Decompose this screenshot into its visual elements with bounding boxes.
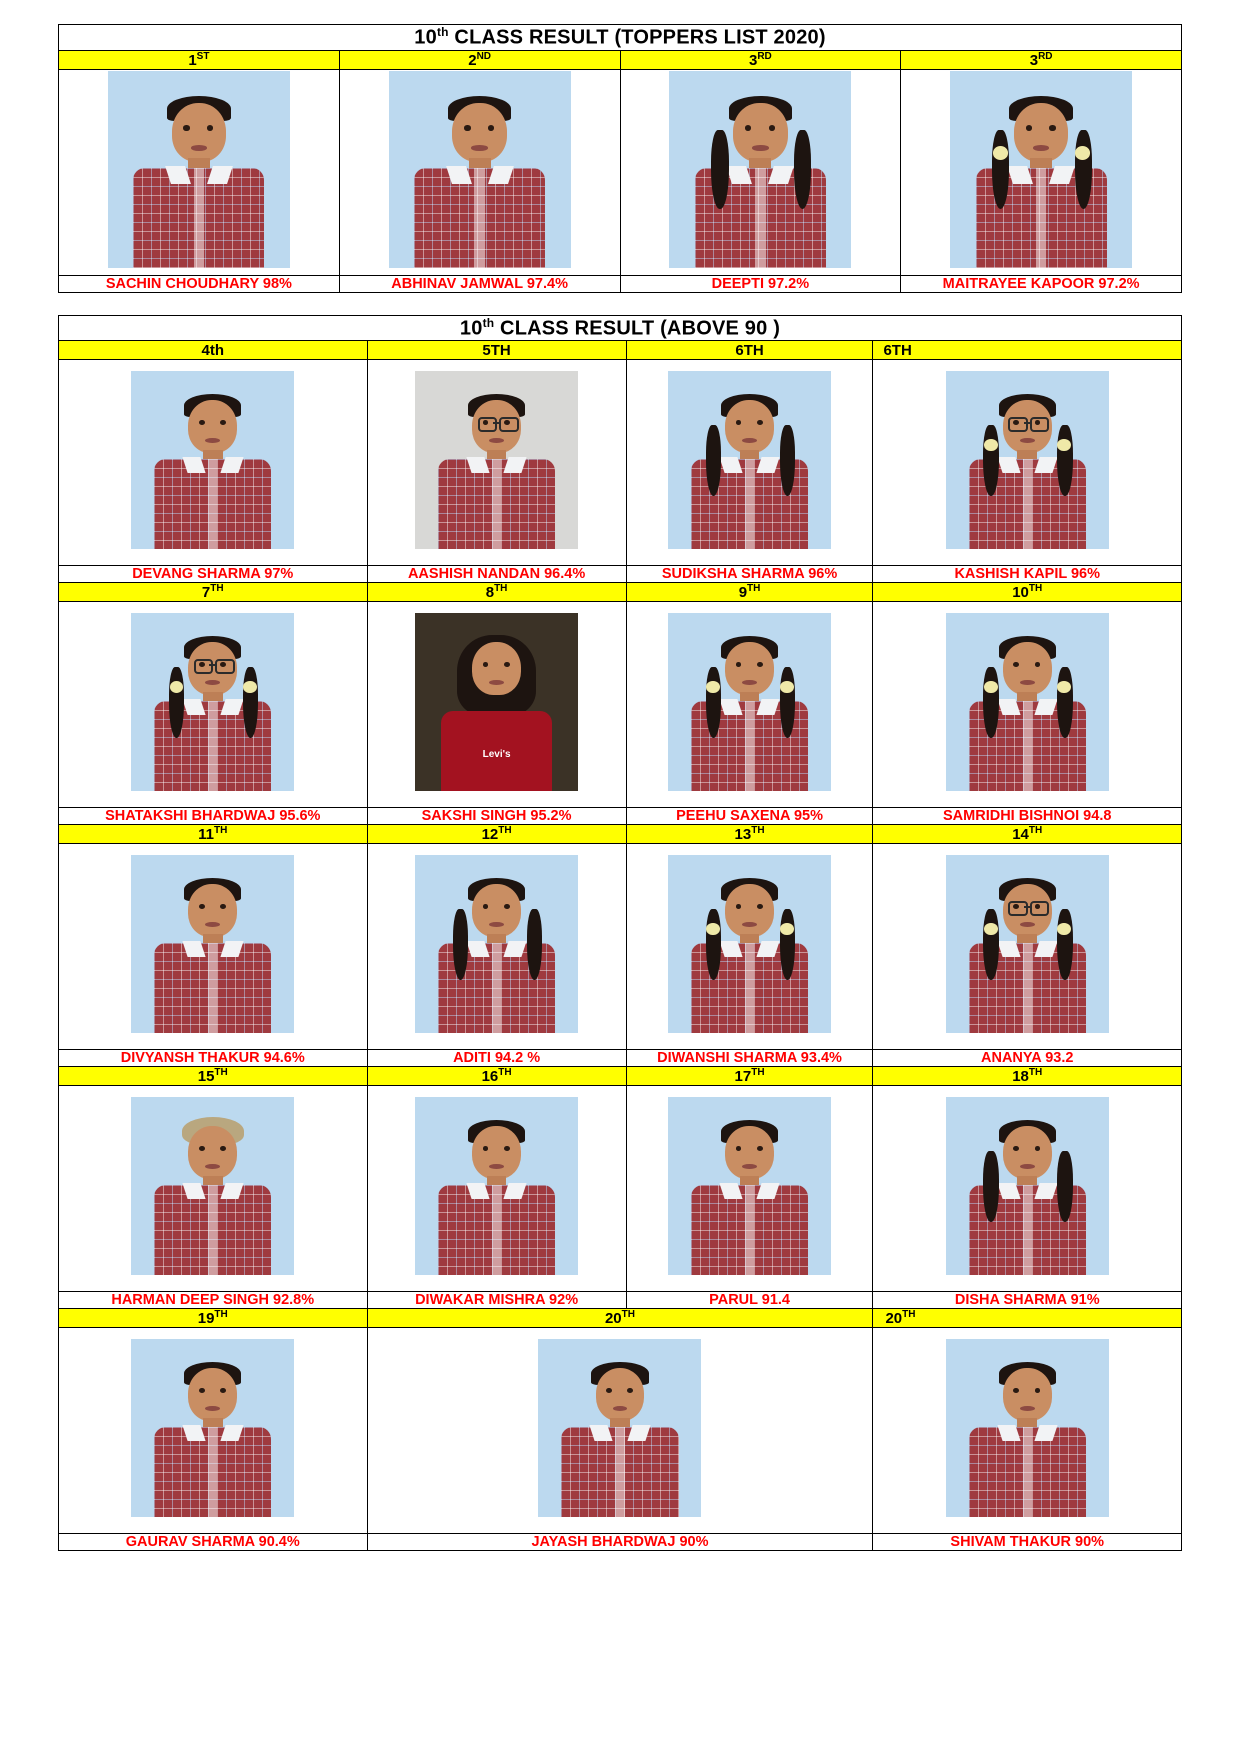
student-name: SHIVAM THAKUR 90% — [873, 1534, 1182, 1551]
rank-label — [339, 50, 620, 69]
rank-label — [367, 1067, 626, 1086]
rank-suffix: TH — [1028, 825, 1043, 837]
photo-row — [59, 1086, 1182, 1292]
student-photo — [668, 371, 831, 549]
student-photo-cell — [873, 602, 1182, 808]
student-photo — [946, 371, 1109, 549]
student-photo-cell — [873, 1328, 1182, 1534]
student-name: DIVYANSH THAKUR 94.6% — [59, 1050, 368, 1067]
rank-number: 8 — [485, 584, 495, 602]
rank-number: 13 — [734, 826, 752, 844]
rank-row — [59, 583, 1182, 602]
student-name: PEEHU SAXENA 95% — [626, 808, 873, 825]
rank-suffix: RD — [757, 50, 772, 62]
rank-suffix: TH — [621, 1309, 635, 1321]
student-name: DIWANSHI SHARMA 93.4% — [626, 1050, 873, 1067]
student-photo: Levi's — [415, 613, 578, 791]
student-photo — [669, 71, 851, 268]
rank-suffix: ST — [196, 50, 210, 62]
student-name: SACHIN CHOUDHARY 98% — [59, 275, 340, 292]
student-photo-cell — [367, 602, 626, 808]
student-name: ABHINAV JAMWAL 97.4% — [339, 275, 620, 292]
student-photo — [946, 613, 1109, 791]
section2-title-post: CLASS RESULT (ABOVE 90 ) — [494, 317, 781, 340]
student-name: MAITRAYEE KAPOOR 97.2% — [901, 275, 1182, 292]
rank-number: 3 — [1029, 51, 1039, 69]
rank-number: 2 — [468, 51, 477, 69]
rank-row — [59, 341, 1182, 360]
rank-number: 6TH — [735, 342, 764, 360]
student-photo — [415, 371, 578, 549]
section1-title-post: CLASS RESULT (TOPPERS LIST 2020) — [448, 26, 826, 49]
section2-title-pre: 10 — [459, 317, 483, 340]
rank-suffix: ND — [476, 50, 492, 62]
student-name: SUDIKSHA SHARMA 96% — [626, 566, 873, 583]
section-gap — [58, 293, 1182, 315]
student-photo — [389, 71, 571, 268]
student-photo-cell — [626, 844, 873, 1050]
student-photo — [131, 855, 294, 1033]
section1-title-sup: th — [436, 25, 449, 39]
rank-label — [873, 583, 1182, 602]
section1-title — [59, 25, 1182, 51]
student-name: SAKSHI SINGH 95.2% — [367, 808, 626, 825]
rank-number: 9 — [738, 584, 748, 602]
rank-row — [59, 1067, 1182, 1086]
student-photo-cell — [873, 360, 1182, 566]
student-photo — [131, 1097, 294, 1275]
rank-suffix: TH — [751, 1067, 765, 1079]
name-row — [59, 1050, 1182, 1067]
student-name: SHATAKSHI BHARDWAJ 95.6% — [59, 808, 368, 825]
student-photo-cell — [59, 69, 340, 275]
rank-label — [59, 1309, 368, 1328]
name-row — [59, 566, 1182, 583]
student-photo — [946, 1097, 1109, 1275]
student-photo-cell — [59, 1086, 368, 1292]
student-photo-cell — [620, 69, 901, 275]
toppers-table — [58, 24, 1182, 293]
rank-suffix: TH — [1028, 1067, 1043, 1079]
student-photo-cell — [367, 1086, 626, 1292]
rank-number: 7 — [201, 584, 211, 602]
student-photo — [131, 613, 294, 791]
student-photo-cell — [626, 602, 873, 808]
rank-label — [59, 825, 368, 844]
rank-suffix: TH — [214, 1067, 228, 1079]
rank-label — [873, 1309, 1182, 1328]
student-name: AASHISH NANDAN 96.4% — [367, 566, 626, 583]
rank-number: 14 — [1012, 826, 1029, 844]
photo-row-last — [59, 1328, 1182, 1534]
rank-label — [626, 1067, 873, 1086]
student-name: ANANYA 93.2 — [873, 1050, 1182, 1067]
rank-row-last — [59, 1309, 1182, 1328]
rank-number: 3 — [748, 51, 758, 69]
rank-number: 18 — [1012, 1068, 1029, 1086]
student-photo — [415, 855, 578, 1033]
rank-label — [367, 341, 626, 360]
section1-name-row — [59, 275, 1182, 292]
section1-title-row — [59, 25, 1182, 51]
rank-suffix: TH — [751, 825, 765, 837]
rank-label — [59, 583, 368, 602]
student-name: DEVANG SHARMA 97% — [59, 566, 368, 583]
student-photo-cell — [59, 360, 368, 566]
student-photo — [668, 855, 831, 1033]
section2-title — [59, 315, 1182, 341]
rank-label — [367, 583, 626, 602]
student-photo-cell — [626, 1086, 873, 1292]
name-row — [59, 808, 1182, 825]
rank-number: 20 — [604, 1310, 622, 1328]
rank-number: 19 — [197, 1310, 215, 1328]
rank-suffix: TH — [214, 1309, 228, 1321]
student-photo — [668, 613, 831, 791]
student-name: DISHA SHARMA 91% — [873, 1292, 1182, 1309]
section1-photo-row — [59, 69, 1182, 275]
rank-label — [59, 341, 368, 360]
rank-number: 6TH — [883, 342, 912, 360]
section1-rank-row — [59, 50, 1182, 69]
student-photo-cell — [367, 360, 626, 566]
student-photo-cell — [901, 69, 1182, 275]
name-row-last — [59, 1534, 1182, 1551]
rank-label — [626, 583, 873, 602]
section2-title-row — [59, 315, 1182, 341]
student-photo — [131, 1339, 294, 1517]
rank-suffix: TH — [747, 583, 761, 595]
rank-suffix: TH — [902, 1309, 916, 1321]
rank-label — [367, 825, 626, 844]
student-photo-cell — [367, 844, 626, 1050]
rank-suffix: TH — [1028, 583, 1043, 595]
rank-suffix: TH — [210, 583, 224, 595]
rank-suffix: TH — [214, 825, 228, 837]
rank-label — [626, 341, 873, 360]
student-name: DIWAKAR MISHRA 92% — [367, 1292, 626, 1309]
photo-row — [59, 602, 1182, 808]
student-name: JAYASH BHARDWAJ 90% — [367, 1534, 873, 1551]
rank-number: 11 — [198, 826, 215, 844]
student-name: SAMRIDHI BISHNOI 94.8 — [873, 808, 1182, 825]
rank-suffix: TH — [494, 583, 508, 595]
rank-label — [901, 50, 1182, 69]
student-photo — [538, 1339, 701, 1517]
student-photo — [950, 71, 1132, 268]
student-photo — [668, 1097, 831, 1275]
above90-table — [58, 315, 1182, 1552]
rank-number: 20 — [885, 1310, 903, 1328]
student-name: HARMAN DEEP SINGH 92.8% — [59, 1292, 368, 1309]
rank-label — [59, 1067, 368, 1086]
photo-row — [59, 360, 1182, 566]
student-photo — [946, 1339, 1109, 1517]
rank-label — [873, 825, 1182, 844]
student-photo-cell — [59, 602, 368, 808]
student-name: PARUL 91.4 — [626, 1292, 873, 1309]
rank-suffix: TH — [498, 825, 512, 837]
rank-number: 10 — [1012, 584, 1029, 602]
rank-label — [620, 50, 901, 69]
rank-label — [59, 50, 340, 69]
rank-number: 5TH — [482, 342, 511, 360]
rank-suffix: TH — [498, 1067, 512, 1079]
student-photo-cell — [367, 1328, 873, 1534]
rank-number: 1 — [188, 51, 197, 69]
rank-number: 4th — [201, 342, 224, 360]
section1-title-pre: 10 — [414, 26, 437, 49]
rank-number: 16 — [481, 1068, 499, 1086]
student-photo-cell — [873, 844, 1182, 1050]
rank-label — [873, 1067, 1182, 1086]
student-photo-cell — [339, 69, 620, 275]
photo-row — [59, 844, 1182, 1050]
student-photo-cell — [59, 844, 368, 1050]
student-name: GAURAV SHARMA 90.4% — [59, 1534, 368, 1551]
student-photo — [946, 855, 1109, 1033]
student-name: KASHISH KAPIL 96% — [873, 566, 1182, 583]
rank-label — [367, 1309, 873, 1328]
section2-title-sup: th — [482, 315, 495, 330]
rank-suffix: RD — [1038, 50, 1053, 62]
name-row — [59, 1292, 1182, 1309]
rank-number: 15 — [197, 1068, 215, 1086]
student-photo-cell — [626, 360, 873, 566]
student-name: DEEPTI 97.2% — [620, 275, 901, 292]
student-photo — [131, 371, 294, 549]
rank-row — [59, 825, 1182, 844]
rank-label — [626, 825, 873, 844]
rank-number: 17 — [734, 1068, 752, 1086]
student-name: ADITI 94.2 % — [367, 1050, 626, 1067]
rank-number: 12 — [481, 826, 499, 844]
student-photo — [108, 71, 290, 268]
student-photo — [415, 1097, 578, 1275]
rank-label — [873, 341, 1182, 360]
student-photo-cell — [873, 1086, 1182, 1292]
student-photo-cell — [59, 1328, 368, 1534]
